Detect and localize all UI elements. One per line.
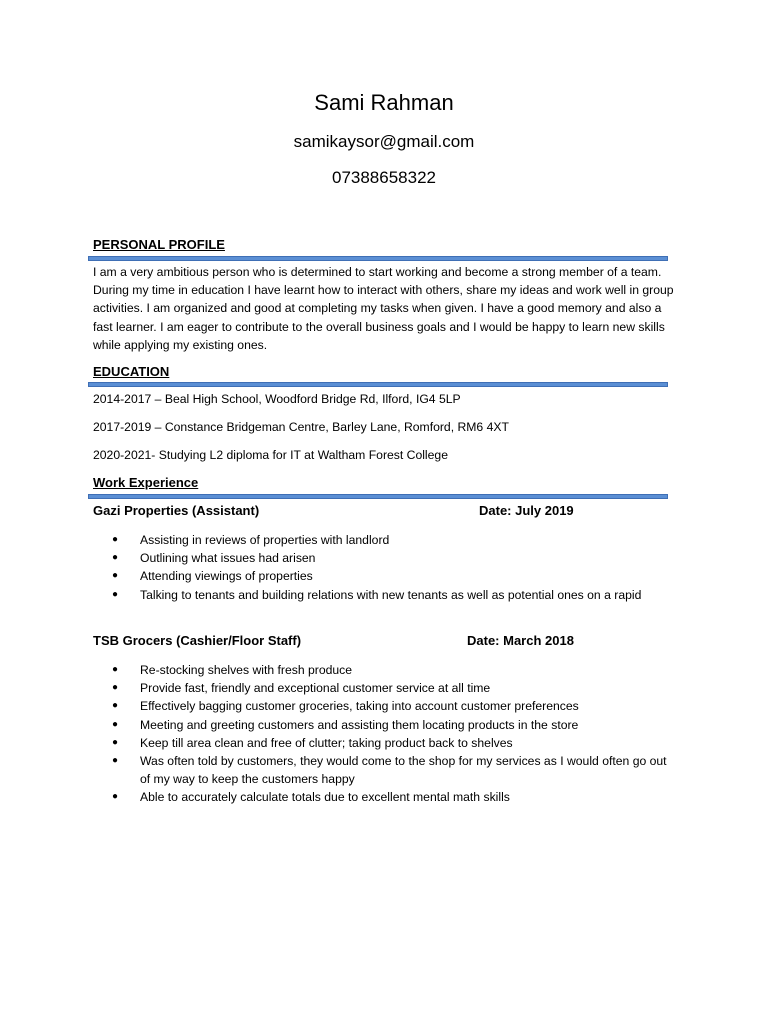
list-item [110, 734, 670, 752]
job-duties-list [110, 661, 670, 807]
duty-text: Provide fast, friendly and exceptional customer service at all time [140, 681, 491, 696]
candidate-phone: 07388658322 [331, 168, 436, 187]
bullet-icon: ● [111, 755, 119, 767]
duty-text: Keep till area clean and free of clutter; taking product back to shelves [140, 735, 513, 750]
list-item [110, 716, 670, 734]
duty-text: Re-stocking shelves with fresh produce [140, 663, 353, 677]
bullet-icon: ● [111, 534, 119, 545]
education-entry: 2017-2019 – Constance Bridgeman Centre, Barley Lane, Romford, RM6 4XT [93, 420, 509, 434]
list-item [110, 788, 670, 806]
section-divider-profile [88, 256, 668, 261]
list-item [110, 586, 670, 604]
personal-profile-text: I am a very ambitious person who is determined to start working and become a strong member of a team. During my time in education I have learnt how to interact with others, share my ideas and work well in group activities. I am organized and good at completing my tasks when given. I have a good memory and also a fast learner. I am eager to contribute to the overall business goals and I would be happy to learn new skills while applying my existing ones. [93, 265, 674, 352]
job-title: Gazi Properties (Assistant) [93, 503, 260, 518]
education-heading: EDUCATION [93, 364, 170, 379]
bullet-icon: ● [111, 552, 119, 564]
duty-text: Talking to tenants and building relations with new tenants as well as potential ones on a rapid [140, 587, 642, 602]
list-item [110, 661, 670, 679]
job-duties-list [110, 531, 670, 604]
bullet-icon: ● [111, 700, 119, 712]
section-divider-education [88, 382, 668, 387]
list-item [110, 679, 670, 697]
bullet-icon: ● [111, 718, 119, 730]
job-date: Date: March 2018 [467, 633, 574, 648]
education-entry: 2014-2017 – Beal High School, Woodford Bridge Rd, Ilford, IG4 5LP [93, 392, 461, 406]
list-item [110, 567, 670, 585]
work-experience-heading: Work Experience [93, 475, 199, 490]
candidate-name: Sami Rahman [314, 90, 454, 115]
bullet-icon: ● [111, 664, 119, 675]
bullet-icon: ● [111, 570, 119, 582]
bullet-icon: ● [111, 791, 119, 803]
duty-text: Assisting in reviews of properties with landlord [140, 533, 390, 547]
duty-text: Outlining what issues had arisen [140, 551, 316, 566]
job-date: Date: July 2019 [479, 503, 574, 518]
duty-text: Attending viewings of properties [140, 569, 313, 584]
list-item [110, 549, 670, 567]
list-item [110, 531, 670, 549]
bullet-icon: ● [111, 736, 119, 748]
bullet-icon: ● [111, 682, 119, 694]
bullet-icon: ● [111, 588, 119, 600]
list-item [110, 752, 670, 788]
duty-text: Able to accurately calculate totals due to excellent mental math skills [140, 790, 510, 805]
duty-text: Was often told by customers, they would come to the shop for my services as I would often go out of my way to keep the customers happy [140, 754, 667, 787]
education-entry: 2020-2021- Studying L2 diploma for IT at Waltham Forest College [93, 448, 448, 462]
section-divider-work [88, 494, 668, 499]
personal-profile-heading: PERSONAL PROFILE [93, 237, 225, 252]
duty-text: Effectively bagging customer groceries, taking into account customer preferences [140, 699, 579, 714]
candidate-email: samikaysor@gmail.com [293, 132, 475, 151]
job-title: TSB Grocers (Cashier/Floor Staff) [93, 633, 302, 648]
list-item [110, 697, 670, 715]
duty-text: Meeting and greeting customers and assisting them locating products in the store [140, 717, 579, 732]
